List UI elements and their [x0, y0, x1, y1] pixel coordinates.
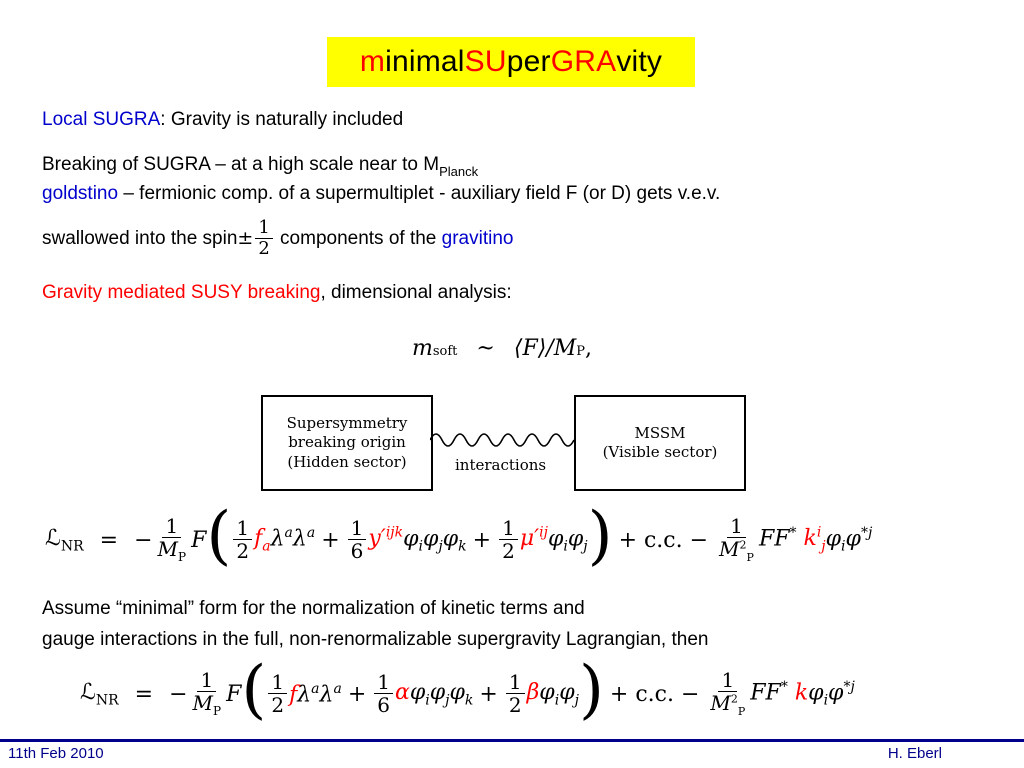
footer-author: H. Eberl: [887, 745, 942, 762]
formula-symbol: ⟨F⟩/M: [513, 336, 577, 361]
formula-symbol: ,: [584, 336, 592, 361]
line-text: components of the: [274, 228, 442, 250]
line-text: : Gravity is naturally included: [160, 109, 404, 130]
bullet-local-sugra: [42, 110, 403, 129]
msoft-formula: [412, 336, 592, 361]
footer-date: 11th Feb 2010: [8, 745, 104, 762]
box-label: MSSM: [634, 423, 686, 442]
title-part: m: [359, 45, 386, 78]
bullet-gravity-mediated: [42, 283, 512, 302]
assume-line-1: Assume “minimal” form for the normalization of kinetic terms and: [42, 598, 585, 619]
box-label: Supersymmetry: [286, 413, 408, 432]
interaction-wave: [430, 425, 576, 455]
title-part: SU: [464, 45, 507, 78]
formula-symbol: ~: [476, 336, 495, 361]
lagrangian-minimal: ℒ$_{NR}$ = − $\frac{1}{M_P}$ F ( $\frac{1}{2}$ $f\lambda^a\lambda^a$ + $\frac{1}{6}$ $\alpha\varphi_i\varphi_j\varphi_k$ + $\frac{1}{2}$ $\beta\varphi_i\varphi_j$ ) + c.c. − $\frac{1}{M^2_P}$ FF* $k\varphi_i\varphi^{*j}$: [80, 653, 855, 727]
box-label: (Hidden sector): [287, 452, 407, 471]
footer-rule: [0, 739, 1024, 742]
formula-subscript: P: [576, 344, 585, 359]
highlight-text: Local SUGRA: [42, 109, 161, 130]
bullet-goldstino: [42, 184, 720, 203]
assume-line-2: gauge interactions in the full, non-renormalizable supergravity Lagrangian, then: [42, 629, 709, 650]
fraction-numerator: 1: [255, 219, 272, 239]
highlight-text: goldstino: [42, 183, 119, 204]
title-part: GRA: [550, 45, 617, 78]
hidden-sector-box: [261, 395, 433, 491]
slide-title: [327, 37, 695, 87]
lagrangian-general: ℒ$_{NR}$ = − $\frac{1}{M_P}$ F ( $\frac{1}{2}$ $f_a\lambda^a\lambda^a$ + $\frac{1}{6}$ $y'^{ijk}\varphi_i\varphi_j\varphi_k$ + $\frac{1}{2}$ $\mu'^{ij}\varphi_i\varphi_j$ ) + c.c. − $\frac{1}{M^2_P}$ FF* $k^i_j\varphi_i\varphi^{*j}$: [45, 499, 873, 573]
visible-sector-box: [574, 395, 746, 491]
line-text: – fermionic comp. of a supermultiplet - auxiliary field F (or D) gets v.e.v.: [118, 183, 721, 204]
highlight-text: Gravity mediated SUSY breaking: [42, 282, 321, 303]
interactions-label: interactions: [455, 456, 547, 474]
fraction-one-half: [255, 219, 272, 259]
box-label: breaking origin: [288, 433, 406, 452]
formula-subscript: soft: [432, 344, 458, 359]
formula-symbol: m: [412, 336, 433, 361]
subscript-text: Planck: [439, 164, 479, 179]
line-text: Breaking of SUGRA – at a high scale near to M: [42, 154, 440, 175]
highlight-text: gravitino: [441, 228, 514, 250]
bullet-breaking-sugra: [42, 154, 479, 179]
box-label: (Visible sector): [602, 443, 718, 461]
bullet-spin: [42, 219, 513, 259]
line-text: , dimensional analysis:: [320, 282, 512, 303]
title-part: vity: [616, 45, 663, 78]
title-part: per: [506, 45, 551, 78]
plus-minus: ±: [237, 227, 254, 250]
title-part: inimal: [385, 45, 465, 78]
line-text: swallowed into the spin: [42, 228, 238, 250]
fraction-denominator: 2: [258, 237, 270, 259]
